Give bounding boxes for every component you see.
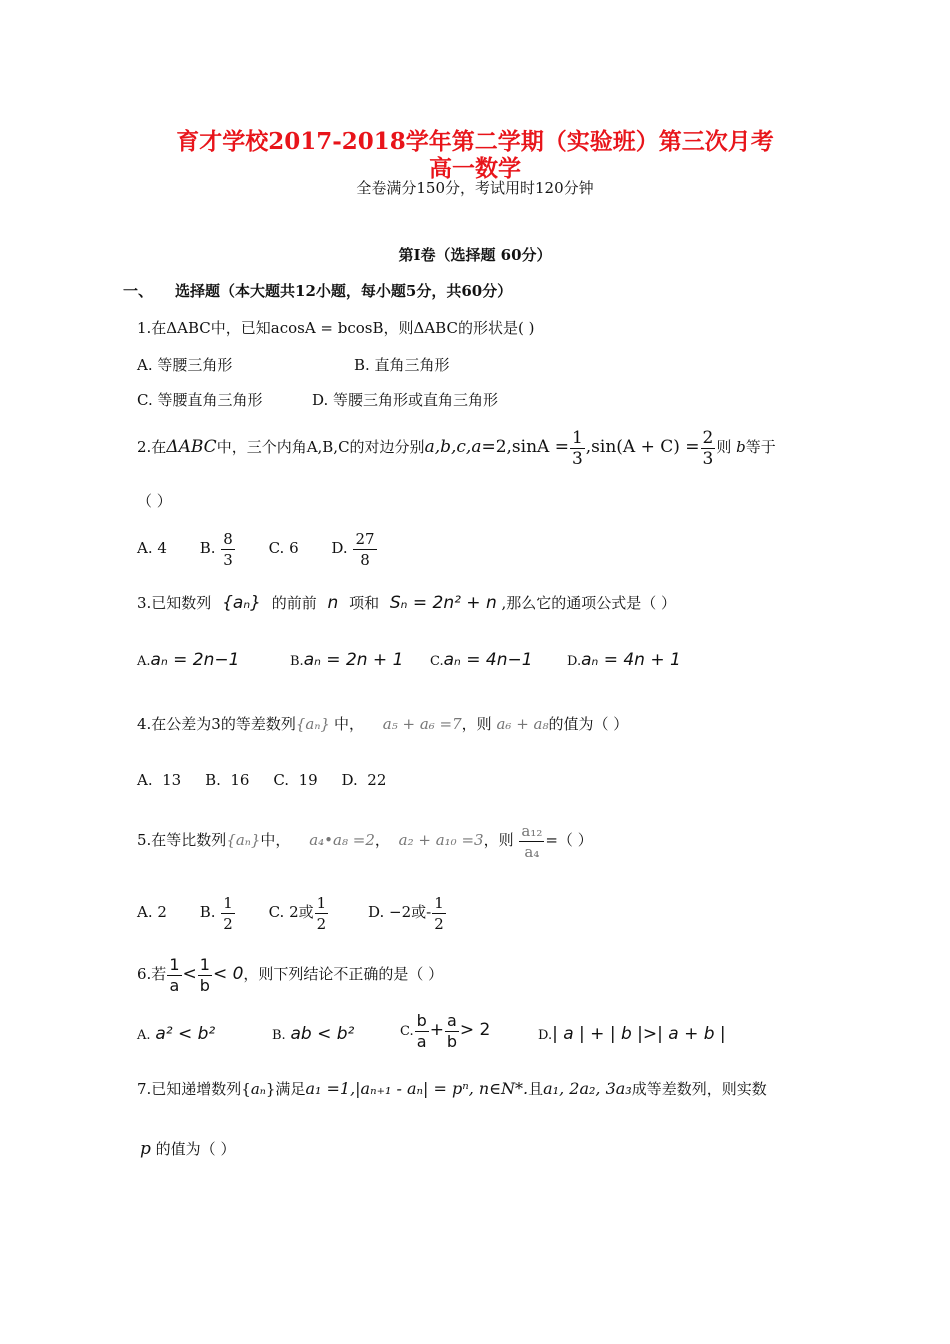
- q6-b-label: B.: [272, 1028, 286, 1043]
- q2-stem: [137, 427, 776, 469]
- q6-c-f2-den: b: [446, 1031, 458, 1051]
- q5-option-c-frac: [315, 893, 329, 934]
- q1-option-c: C. 等腰直角三角形: [137, 391, 263, 409]
- q2-f2-num: 2: [702, 427, 714, 448]
- q3-option-d: [567, 650, 681, 670]
- q2-option-d-den: 8: [360, 550, 370, 569]
- q4-mid: 中，: [333, 715, 364, 733]
- q6-f1-num: 1: [169, 954, 180, 974]
- q4-condition: a₅ + a₆ =7: [382, 715, 462, 733]
- q3-seq: {aₙ}: [222, 593, 261, 613]
- q6-pre: 6.若: [137, 965, 167, 983]
- q5-option-c-label: C. 2或: [268, 903, 314, 921]
- section-number: 一、: [123, 282, 154, 300]
- q5-option-d-label: D. −2或-: [367, 903, 432, 921]
- q6-post: ，则下列结论不正确的是（ ）: [243, 965, 444, 983]
- q2-fraction-2: [701, 428, 716, 469]
- part-title: 第I卷（选择题 60分）: [398, 246, 552, 264]
- q5-condition-1: a₄•a₈ =2: [309, 831, 375, 849]
- q1-option-b: B. 直角三角形: [354, 356, 450, 374]
- q6-lt: <: [182, 964, 197, 984]
- q5-ratio-num: a₁₂: [521, 821, 543, 840]
- q4-mid2: ，则: [461, 715, 492, 733]
- q1-option-a: A. 等腰三角形: [137, 356, 233, 374]
- q5-option-b-label: B.: [199, 903, 216, 921]
- q5-ratio-den: a₄: [524, 842, 540, 861]
- q3-b-formula: aₙ = 2n + 1: [303, 650, 404, 670]
- title-line-1: 育才学校2017-2018学年第二学期（实验班）第三次月考: [176, 128, 774, 155]
- q3-n: n: [327, 593, 339, 613]
- q5-option-b-frac: [221, 893, 235, 934]
- q5-option-b-num: 1: [223, 893, 233, 912]
- q6-b-formula: ab < b²: [290, 1024, 355, 1044]
- q3-c-label: C.: [430, 654, 444, 669]
- q6-fraction-2: [198, 955, 212, 996]
- q2-triangle: ΔABC: [166, 437, 217, 457]
- q4-ask: a₆ + a₈: [496, 715, 549, 733]
- q2-f1-num: 1: [571, 427, 583, 448]
- q6-c-f2-num: a: [447, 1010, 457, 1030]
- q7-p: p: [140, 1139, 151, 1159]
- q2-option-c: C. 6: [268, 539, 299, 557]
- q5-option-d-den: 2: [434, 914, 444, 933]
- q5-option-b-den: 2: [223, 914, 233, 933]
- q2-fraction-1: [570, 428, 585, 469]
- q3-sn: Sₙ = 2n² + n: [389, 593, 497, 613]
- q3-a-label: A.: [137, 654, 151, 669]
- q6-option-b: [272, 1024, 354, 1044]
- q2-option-b-num: 8: [223, 529, 233, 548]
- q1-stem: 1.在ΔABC中，已知acosA = bcosB，则ΔABC的形状是( ): [137, 319, 535, 337]
- q6-f2-den: b: [199, 975, 210, 995]
- q5-ratio: [519, 821, 544, 862]
- q2-post: 则: [716, 438, 732, 456]
- q6-f1-den: a: [169, 975, 180, 995]
- q3-mid: 的前前: [271, 594, 317, 612]
- q7-stem: [137, 1078, 767, 1099]
- q5-option-d-frac: [432, 893, 446, 934]
- q7-pre: 7.已知递增数列{: [137, 1080, 251, 1098]
- q2-sin: ,sin(A + C) =: [585, 437, 700, 457]
- q6-option-d: [538, 1024, 726, 1044]
- q5-option-d-num: 1: [434, 893, 444, 912]
- q6-lt0: < 0: [212, 964, 244, 984]
- q6-fraction-1: [167, 955, 181, 996]
- q3-b-label: B.: [290, 654, 304, 669]
- q1-option-d: D. 等腰三角形或直角三角形: [312, 391, 499, 409]
- q6-c-gt: > 2: [459, 1020, 491, 1040]
- q5-pre: 5.在等比数列: [137, 831, 227, 849]
- q6-c-label: C.: [400, 1024, 414, 1039]
- q2-option-d-frac: [353, 529, 376, 570]
- q6-option-c: [400, 1010, 490, 1052]
- q5-option-c-num: 1: [316, 893, 327, 912]
- q2-f1-den: 3: [571, 448, 583, 469]
- q2-mid: 中，三个内角A,B,C的对边分别: [216, 438, 425, 456]
- q5-option-a: A. 2: [137, 903, 167, 921]
- q3-a-formula: aₙ = 2n−1: [150, 650, 240, 670]
- q7-mid2: 且: [528, 1080, 544, 1098]
- q5-mid: 中，: [260, 831, 291, 849]
- q2-option-a: A. 4: [137, 539, 167, 557]
- q3-mid2: 项和: [349, 594, 380, 612]
- q6-c-f1-num: b: [416, 1010, 427, 1030]
- q5-condition-2: a₂ + a₁₀ =3: [398, 831, 484, 849]
- q2-eq: =2,sinA =: [481, 437, 569, 457]
- q3-option-c: [430, 650, 533, 670]
- q7-seq: aₙ: [250, 1080, 266, 1098]
- q2-post2: 等于: [745, 438, 776, 456]
- q7-seq2: a₁, 2a₂, 3a₃: [543, 1079, 632, 1098]
- q7-post2: 的值为（ ）: [155, 1140, 236, 1158]
- q6-d-label: D.: [538, 1028, 553, 1043]
- q2-pre: 2.在: [137, 438, 167, 456]
- q5-stem: [137, 820, 593, 862]
- q3-d-label: D.: [567, 654, 582, 669]
- q2-paren: （ ）: [137, 492, 172, 510]
- q3-option-b: [290, 650, 403, 670]
- title-line-2: 高一数学: [429, 155, 521, 182]
- q4-pre: 4.在公差为3的等差数列: [137, 715, 296, 733]
- q5-seq: {aₙ}: [226, 831, 261, 849]
- q3-c-formula: aₙ = 4n−1: [443, 650, 533, 670]
- q4-options: A. 13 B. 16 C. 19 D. 22: [137, 771, 387, 789]
- q5-mid2: ，则: [483, 831, 514, 849]
- q3-d-formula: aₙ = 4n + 1: [581, 650, 681, 670]
- q2-b: b: [736, 438, 746, 456]
- q4-seq: {aₙ}: [295, 715, 330, 733]
- q6-stem: [137, 954, 443, 996]
- q5-options: [137, 892, 447, 934]
- q6-c-frac-2: [445, 1011, 459, 1052]
- q5-post: =（ ）: [545, 831, 593, 849]
- q2-f2-den: 3: [702, 448, 714, 469]
- q6-d-formula: | a | + | b |>| a + b |: [552, 1024, 726, 1044]
- q2-option-b-label: B.: [199, 539, 216, 557]
- q2-option-d-label: D.: [331, 539, 348, 557]
- q2-option-b-frac: [221, 529, 235, 570]
- q4-stem: [137, 713, 628, 734]
- q6-f2-num: 1: [199, 954, 210, 974]
- q6-option-a: [137, 1024, 215, 1044]
- q6-c-f1-den: a: [416, 1031, 427, 1051]
- q2-vars: a,b,c,a: [424, 437, 482, 457]
- q6-c-plus: +: [429, 1020, 445, 1040]
- section-heading: 选择题（本大题共12小题，每小题5分，共60分）: [175, 282, 513, 300]
- q6-a-label: A.: [137, 1028, 151, 1043]
- q7-condition: a₁ =1,|aₙ₊₁ - aₙ| = pⁿ, n∈N*.: [305, 1079, 529, 1098]
- q7-stem-line-2: [140, 1138, 235, 1159]
- q3-post: ,那么它的通项公式是（ ）: [501, 594, 677, 612]
- q3-pre: 3.已知数列: [137, 594, 212, 612]
- q2-option-d-num: 27: [355, 529, 375, 548]
- q5-option-c-den: 2: [316, 914, 327, 933]
- q4-post: 的值为（ ）: [548, 715, 629, 733]
- q3-stem: [137, 592, 676, 613]
- exam-subtitle: 全卷满分150分，考试用时120分钟: [356, 179, 594, 197]
- q2-option-b-den: 3: [223, 550, 233, 569]
- q2-options: [137, 528, 378, 570]
- q6-a-formula: a² < b²: [155, 1024, 216, 1044]
- q3-option-a: [137, 650, 239, 670]
- q6-c-frac-1: [415, 1011, 429, 1052]
- q7-mid: }满足: [265, 1080, 306, 1098]
- q5-comma: ，: [374, 831, 390, 849]
- q7-post: 成等差数列，则实数: [631, 1080, 767, 1098]
